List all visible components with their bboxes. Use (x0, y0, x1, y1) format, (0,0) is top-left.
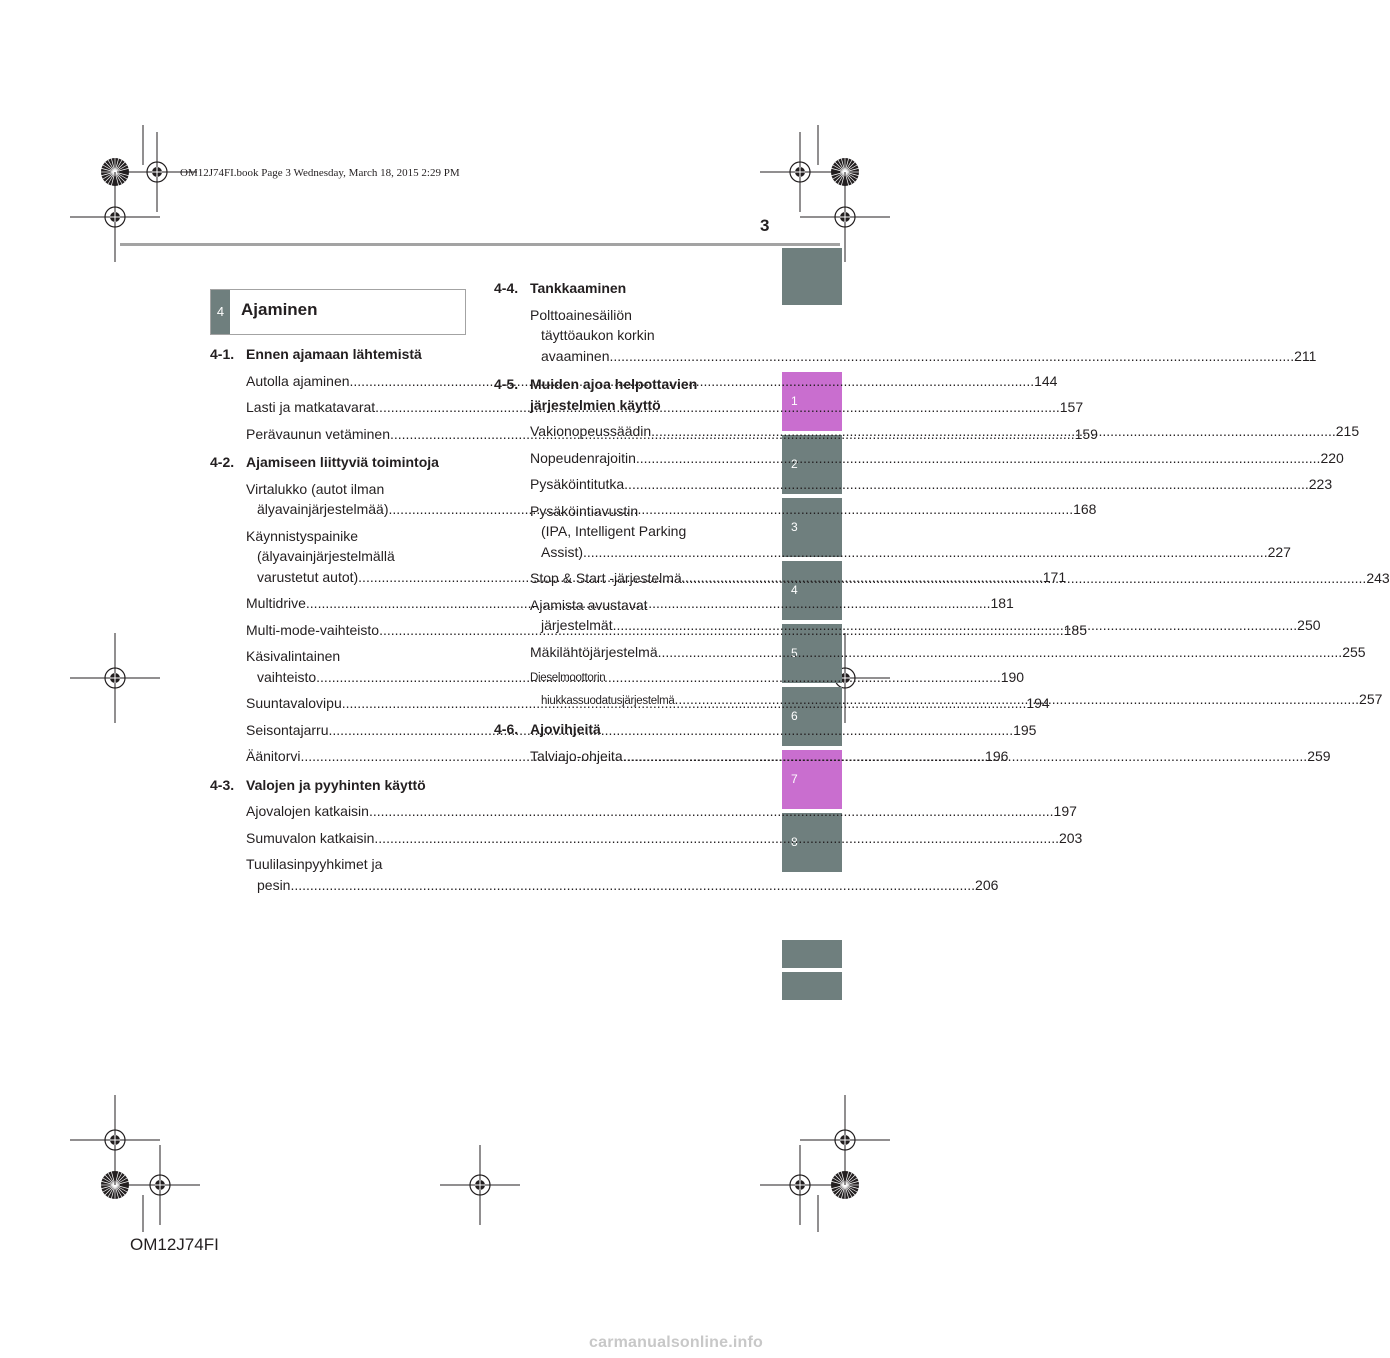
entry-text: pesin (257, 876, 291, 893)
entry-text: Tuulilasinpyyhkimet ja (246, 856, 383, 872)
page-ref: 223 (1308, 476, 1333, 492)
entry-text: hiukkassuodatusjärjestelmä (541, 694, 675, 707)
tab-label: 8 (791, 835, 798, 849)
section-code: 4-4. (494, 280, 519, 296)
page-ref: 144 (1034, 372, 1058, 389)
entry-text: Ajamista avustavat (530, 596, 648, 613)
entry-text: Äänitorvi (246, 748, 301, 764)
section-code: 4-3. (210, 776, 235, 793)
toc-entry[interactable] (494, 305, 1317, 367)
entry-text: Nopeudenrajoitin (530, 449, 636, 466)
tab-label: 5 (791, 646, 798, 660)
page-ref: 195 (1013, 721, 1037, 738)
file-header: OM12J74FI.book Page 3 Wednesday, March 18, 2015 2:29 PM (180, 167, 460, 179)
section-code: 4-1. (210, 346, 235, 362)
page-number: 3 (760, 216, 770, 235)
toc-section-heading (210, 344, 459, 365)
page-ref: 196 (985, 748, 1009, 764)
section-code: 4-2. (210, 454, 235, 470)
tab-blank-a (782, 940, 842, 968)
entry-text: Ajovalojen katkaisin (246, 803, 369, 819)
toc-section-heading (210, 775, 459, 796)
dot-leader (623, 748, 1308, 764)
entry-text: Multidrive (246, 595, 306, 611)
toc-section-heading (494, 374, 741, 415)
entry-text: (IPA, Intelligent Parking (541, 523, 687, 539)
footer-code: OM12J74FI (130, 1235, 219, 1254)
page-ref: 215 (1335, 423, 1360, 439)
entry-text: (älyavainjärjestelmällä (257, 548, 395, 564)
page-ref: 185 (1063, 621, 1087, 638)
header-rule (120, 243, 840, 246)
section-code: 4-6. (494, 721, 519, 737)
toc-entry[interactable] (494, 448, 1344, 469)
entry-text: Pysäköintiavustin (530, 502, 639, 519)
entry-text: avaaminen (541, 347, 610, 364)
dot-leader (290, 877, 975, 893)
dot-leader (636, 450, 1321, 466)
section-title: Ennen ajamaan lähtemistä (246, 346, 422, 362)
entry-text: Perävaunun vetäminen (246, 425, 390, 442)
toc-section-heading (210, 452, 459, 473)
page-ref: 168 (1073, 501, 1097, 517)
toc-entry[interactable] (494, 474, 1333, 495)
dot-leader (674, 691, 1359, 707)
page-ref: 206 (975, 876, 999, 893)
entry-text: Käynnistyspainike (246, 527, 359, 544)
page-ref: 171 (1042, 568, 1067, 585)
watermark: carmanualsonline.info (589, 1334, 764, 1351)
page-ref: 259 (1307, 747, 1331, 764)
page-ref: 159 (1074, 425, 1098, 442)
tab-label: 6 (791, 709, 798, 723)
section-title: Tankkaaminen (530, 280, 627, 296)
page-ref: 211 (1294, 347, 1317, 364)
entry-text: älyavainjärjestelmää) (257, 501, 389, 517)
dot-leader (682, 570, 1367, 586)
dot-leader (369, 803, 1054, 819)
dot-leader (651, 423, 1336, 439)
dot-leader (658, 644, 1343, 660)
toc-section-heading (494, 278, 741, 299)
toc-section-heading (494, 719, 741, 740)
entry-text: Autolla ajaminen (246, 372, 350, 389)
entry-text: täyttöaukon korkin (541, 327, 655, 343)
entry-text: Multi-mode-vaihteisto (246, 621, 380, 638)
section-title: Ajovihjeitä (530, 721, 601, 737)
entry-text: Dieselmoottorin (530, 672, 606, 684)
entry-text: Lasti ja matkatavarat (246, 399, 376, 415)
page-ref: 197 (1053, 803, 1077, 819)
entry-text: järjestelmät (541, 617, 613, 633)
page-ref: 157 (1059, 399, 1084, 415)
section-title: Valojen ja pyyhinten käyttö (246, 776, 426, 793)
entry-text: Suuntavalovipu (246, 695, 342, 711)
entry-text: vaihteisto (257, 668, 317, 685)
entry-text: Talviajo-ohjeita (530, 747, 623, 764)
page-ref: 194 (1026, 695, 1050, 711)
toc-entry[interactable] (494, 642, 1366, 663)
tab-label: 2 (791, 457, 798, 471)
tab-label: 7 (791, 772, 798, 786)
tab-blank-top (782, 248, 842, 305)
toc-entry[interactable] (210, 801, 1077, 822)
section-title: Muiden ajoa helpottavien (530, 376, 698, 392)
page-ref: 255 (1342, 643, 1366, 660)
tab-label: 1 (791, 394, 798, 408)
page-ref: 227 (1267, 543, 1291, 560)
entry-text: varustetut autot) (257, 568, 359, 585)
page-ref: 220 (1320, 449, 1344, 466)
dot-leader (610, 348, 1295, 364)
tab-blank-b (782, 972, 842, 1000)
section-code: 4-5. (494, 376, 519, 392)
toc-entry[interactable] (210, 854, 999, 895)
dot-leader (374, 830, 1059, 846)
chapter-heading-box (210, 289, 466, 335)
entry-text: Virtalukko (autot ilman (246, 480, 385, 497)
page-ref: 257 (1359, 690, 1383, 707)
toc-entry[interactable] (210, 828, 1083, 849)
tab-label: 4 (791, 583, 798, 597)
page-ref: 190 (1000, 668, 1025, 685)
entry-text: Vakionopeussäädin (530, 423, 652, 439)
chapter-number: 4 (211, 290, 230, 334)
entry-text: Polttoainesäiliön (530, 306, 632, 323)
entry-text: Käsivalintainen (246, 648, 341, 664)
chapter-title: Ajaminen (241, 300, 318, 319)
dot-leader (624, 476, 1309, 492)
page-ref: 250 (1297, 617, 1321, 633)
page-ref: 181 (990, 595, 1014, 611)
page-ref: 243 (1366, 570, 1390, 586)
section-title-cont: järjestelmien käyttö (530, 396, 661, 413)
dot-leader (613, 617, 1298, 633)
section-title: Ajamiseen liittyviä toimintoja (246, 454, 439, 470)
entry-text: Assist) (541, 543, 583, 560)
entry-text: Mäkilähtöjärjestelmä (530, 643, 658, 660)
entry-text: Stop & Start -järjestelmä (530, 570, 682, 586)
entry-text: Seisontajarru (246, 721, 329, 738)
dot-leader (583, 544, 1268, 560)
page-ref: 203 (1058, 829, 1083, 846)
tab-label: 3 (791, 520, 798, 534)
entry-text: Pysäköintitutka (530, 476, 625, 492)
entry-text: Sumuvalon katkaisin (246, 829, 375, 846)
